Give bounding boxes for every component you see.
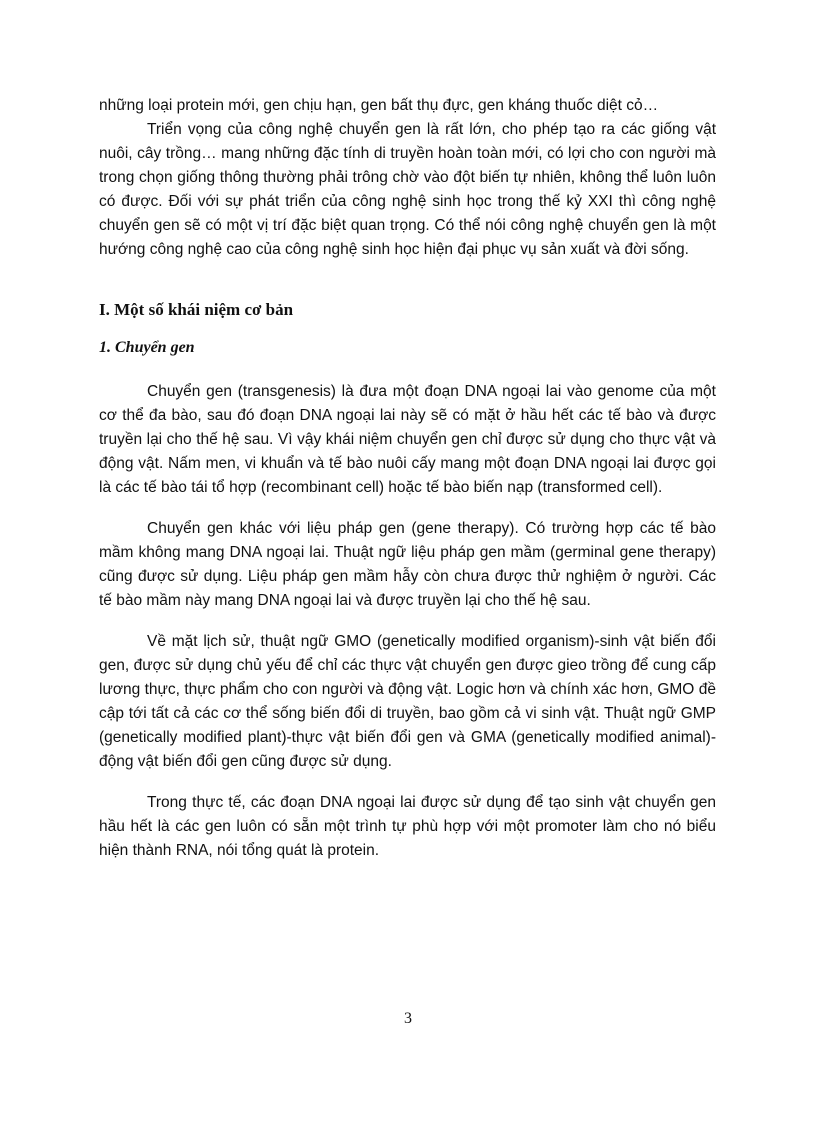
document-page <box>99 94 716 863</box>
body-paragraph-gene-therapy: Chuyển gen khác với liệu pháp gen (gene therapy). Có trường hợp các tế bào mầm không mang DNA ngoại lai. Thuật ngữ liệu pháp gen mầm (germinal gene therapy) cũng được sử dụng. Liệu pháp gen mầm hẫy còn chưa được thử nghiệm ở người. Các tế bào mầm này mang DNA ngoại lai và được truyền lại cho thế hệ sau. <box>99 520 716 609</box>
body-paragraph-transgenesis: Chuyển gen (transgenesis) là đưa một đoạn DNA ngoại lai vào genome của một cơ thể đa bào, sau đó đoạn DNA ngoại lai này sẽ có mặt ở hầu hết các tế bào và được truyền lại cho thế hệ sau. Vì vậy khái niệm chuyển gen chỉ được sử dụng cho thực vật và động vật. Nấm men, vi khuẩn và tế bào nuôi cấy mang một đoạn DNA ngoại lai được gọi là các tế bào tái tổ hợp (recombinant cell) hoặc tế bào biến nạp (transformed cell). <box>99 383 716 496</box>
body-paragraph-foreign-dna: Trong thực tế, các đoạn DNA ngoại lai được sử dụng để tạo sinh vật chuyển gen hầu hết là các gen luôn có sẵn một trình tự phù hợp với một promoter làm cho nó biểu hiện thành RNA, nói tổng quát là protein. <box>99 794 716 859</box>
page-number: 3 <box>404 1010 412 1027</box>
prospects-paragraph: Triển vọng của công nghệ chuyển gen là rất lớn, cho phép tạo ra các giống vật nuôi, cây trồng… mang những đặc tính di truyền hoàn toàn mới, có lợi cho con người mà trong chọn giống thông thường phải trông chờ vào đột biến tự nhiên, không thể luôn luôn có được. Đối với sự phát triển của công nghệ sinh học trong thế kỷ XXI thì công nghệ chuyển gen sẽ có một vị trí đặc biệt quan trọng. Có thể nói công nghệ chuyển gen là một hướng công nghệ cao của công nghệ sinh học hiện đại phục vụ sản xuất và đời sống. <box>99 121 716 258</box>
subsection-heading: 1. Chuyển gen <box>99 339 195 356</box>
section-heading: I. Một số khái niệm cơ bản <box>99 300 294 319</box>
intro-continuation-paragraph: những loại protein mới, gen chịu hạn, gen bất thụ đực, gen kháng thuốc diệt cỏ… <box>99 97 659 114</box>
body-paragraph-gmo: Về mặt lịch sử, thuật ngữ GMO (genetically modified organism)-sinh vật biến đổi gen, được sử dụng chủ yếu để chỉ các thực vật chuyển gen được gieo trồng để cung cấp lương thực, thực phẩm cho con người và động vật. Logic hơn và chính xác hơn, GMO đề cập tới tất cả các cơ thể sống biến đổi di truyền, bao gồm cả vi sinh vật. Thuật ngữ GMP (genetically modified plant)-thực vật biến đổi gen và GMA (genetically modified animal)- động vật biến đổi gen cũng được sử dụng. <box>99 633 716 770</box>
